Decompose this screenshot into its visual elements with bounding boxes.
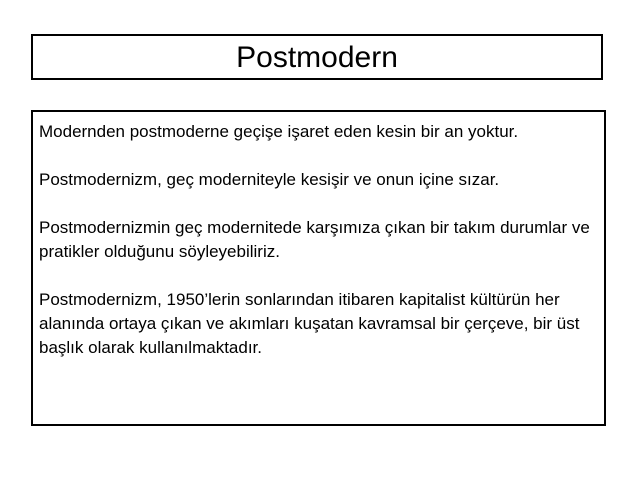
slide-title-box [31,34,603,80]
paragraph-1: Modernden postmoderne geçişe işaret eden kesin bir an yoktur. [39,122,519,141]
paragraph-3: Postmodernizmin geç modernitede karşımıza çıkan bir takım durumlar ve pratikler olduğunu söyleyebiliriz. [39,218,590,261]
slide-content-box [31,110,606,426]
paragraph-4: Postmodernizm, 1950’lerin sonlarından itibaren kapitalist kültürün her alanında ortaya çıkan ve akımları kuşatan kavramsal bir çerçeve, bir üst başlık olarak kullanılmaktadır. [39,290,580,357]
slide-title: Postmodern [236,41,398,74]
paragraph-2: Postmodernizm, geç moderniteyle kesişir ve onun içine sızar. [39,170,500,189]
